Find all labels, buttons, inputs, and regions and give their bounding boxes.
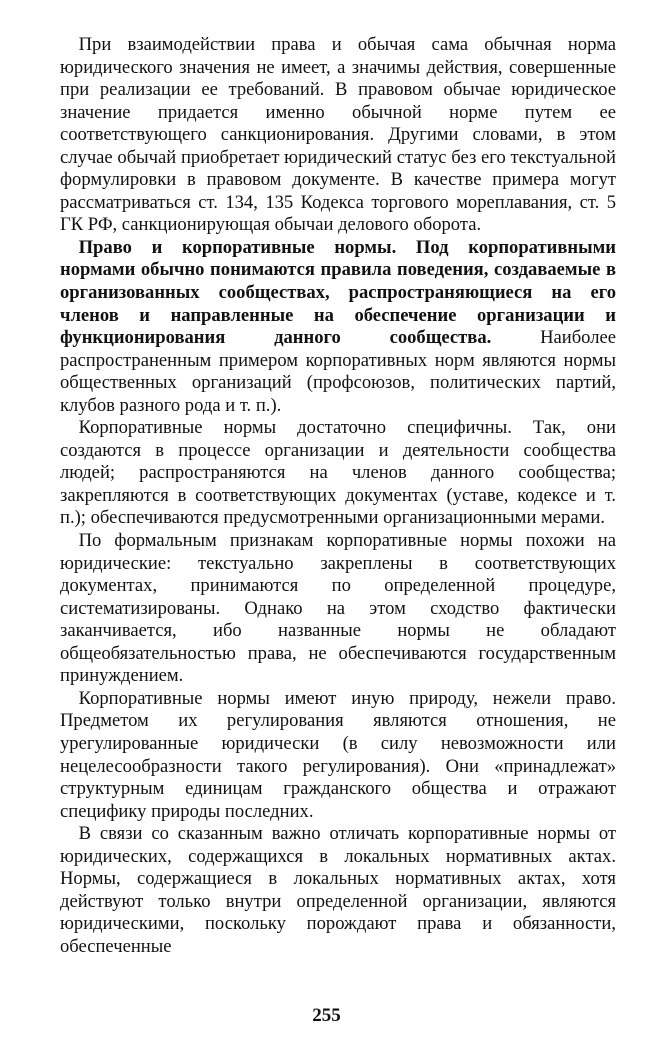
paragraph-formal-features [60,530,616,688]
paragraph-corporate-norms-specifics [60,417,616,530]
paragraph-text: При взаимодействии права и обычая сама обычная норма юридического значения не имеет, а значимы действия, совершенные при реализации ее требований. В правовом обычае юридическое значение придается именно обычной норме путем ее соответствующего санкционирования. Другими словами, в этом случае обычай приобретает юридический статус без его текстуальной формулировки в правовом документе. В качестве примера могут рассматриваться ст. 134, 135 Кодекса торгового мореплавания, ст. 5 ГК РФ, санкционирующая обычаи делового оборота. [60,34,616,236]
paragraph-different-nature [60,688,616,823]
paragraph-text: Наиболее распространенным примером корпоративных норм являются нормы общественных организаций (профсоюзов, политических партий, клубов разного рода и т. п.). [60,327,617,416]
paragraph-corporate-norms-definition [60,237,616,417]
paragraph-bold-lead: Право и корпоративные нормы. Под корпоративными нормами обычно понимаются правила поведения, создаваемые в организованных сообществах, распространяющиеся на его членов и направленные на обеспечение организации и функционирования данного сообщества. [60,236,616,349]
page-body [60,34,616,1034]
paragraph-text: В связи со сказанным важно отличать корпоративные нормы от юридических, содержащихся в локальных нормативных актах. Нормы, содержащиеся в локальных нормативных актах, хотя действуют только внутри определенной организации, являются юридическими, поскольку порождают права и обязанности, обеспеченные [60,823,616,957]
paragraph-customary-law [60,34,616,237]
paragraph-text: По формальным признакам корпоративные нормы похожи на юридические: текстуально закреплены в соответствующих документах, принимаются по определенной процедуре, систематизированы. Однако на этом сходство фактически заканчивается, ибо названные нормы не обладают общеобязательностью права, не обеспечиваются государственным принуждением. [60,530,616,687]
paragraph-text: Корпоративные нормы достаточно специфичны. Так, они создаются в процессе организации и деятельности сообщества людей; распространяются на членов данного сообщества; закрепляются в соответствующих документах (уставе, кодексе и т. п.); обеспечиваются предусмотренными организационными мерами. [60,417,616,529]
paragraph-local-acts [60,823,616,958]
page-number: 255 [312,1005,341,1026]
paragraph-text: Корпоративные нормы имеют иную природу, нежели право. Предметом их регулирования являются отношения, не урегулированные юридически (в силу невозможности или нецелесообразности такого регулирования). Они «принадлежат» структурным единицам гражданского общества и отражают специфику природы последних. [60,687,616,822]
